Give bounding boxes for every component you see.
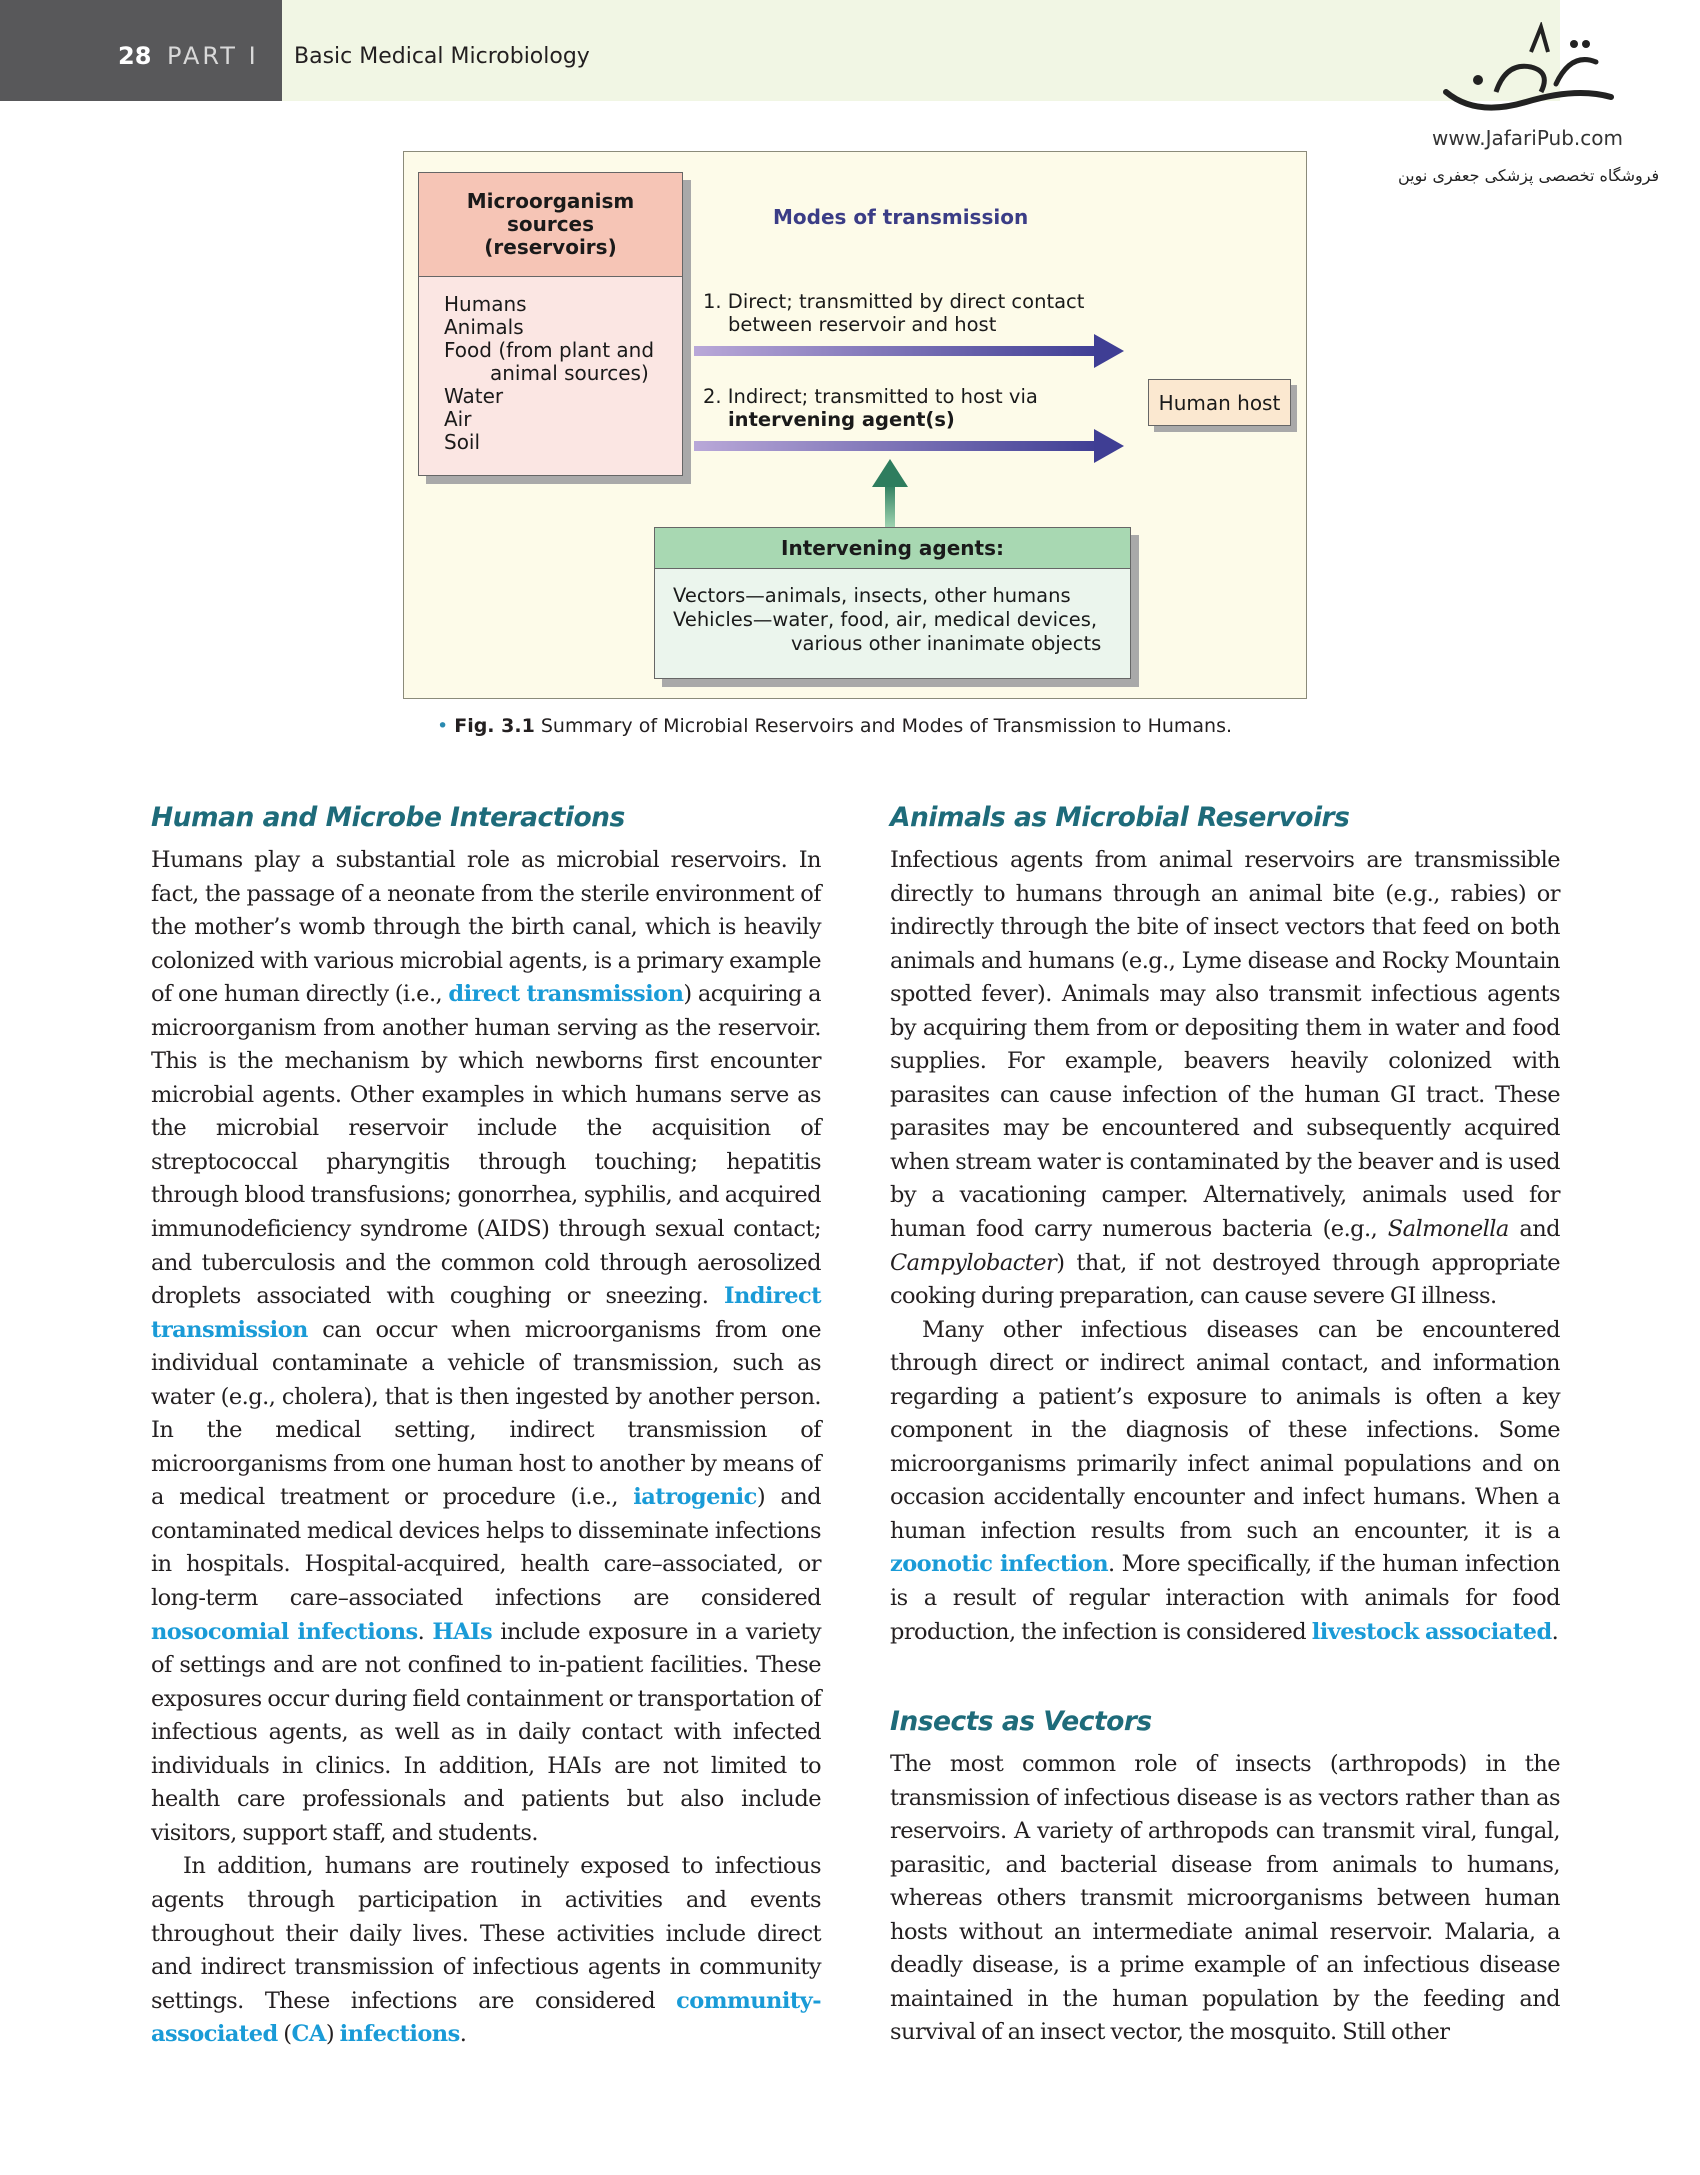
sources-header-line: Microorganism [466, 189, 635, 213]
key-term: infections [339, 2021, 460, 2048]
text-run: ( [277, 2021, 292, 2048]
agent-item: Vectors—animals, insects, other humans [673, 584, 1071, 607]
transmission-figure [403, 151, 1307, 699]
text-run: Many other infectious diseases can be encountered through direct or indirect animal contact, and information regarding a patient’s exposure to animals is often a key component in the diagnosis of these infections. Some microorganisms primarily infect animal populations and on occasion accidentally encounter and infect humans. When a human infection results from such an encounter, it is a [890, 1316, 1560, 1544]
watermark-tagline: فروشگاه تخصصی پزشکی جعفری نوین [1398, 166, 1660, 185]
direct-arrow [694, 332, 1134, 372]
text-run: ) [325, 2021, 340, 2048]
modes-title: Modes of transmission [773, 205, 1029, 229]
figure-caption [437, 715, 1232, 737]
text-run: Humans play a substantial role as microbial reservoirs. In fact, the passage of a neonate from the sterile environment of the mother’s womb through the birth canal, which is heavily colonized with various microbial agents, is a primary example of one human directly (i.e., [151, 847, 821, 1008]
paragraph [890, 1748, 1560, 2050]
indirect-arrow [694, 427, 1134, 467]
key-term: HAIs [432, 1618, 493, 1645]
intervening-agents-box [654, 527, 1131, 679]
intervening-agents-header: Intervening agents: [655, 528, 1130, 569]
paragraph [151, 844, 821, 1850]
text-run: . [417, 1618, 433, 1645]
bullet-icon: • [437, 715, 449, 737]
heading-human-microbe: Human and Microbe Interactions [151, 802, 625, 833]
agents-up-arrow [870, 459, 910, 527]
calligraphy-logo-icon [1436, 22, 1626, 122]
agent-item: Vehicles—water, food, air, medical devices, [673, 608, 1098, 631]
sources-box [418, 172, 683, 476]
heading-insects-vectors: Insects as Vectors [890, 1706, 1152, 1737]
part-label: PART I [167, 42, 259, 70]
mode-line: between reservoir and host [728, 313, 997, 336]
text-run: Infectious agents from animal reservoirs are transmissible directly to humans through an animal bite (e.g., rabies) or indirectly through the bite of insect vectors that feed on both animals and humans (e.g., Lyme disease and Rocky Mountain spotted fever). Animals may also transmit infectious agents by acquiring them from or depositing them in water and food supplies. For example, beavers heavily colonized with parasites can cause infection of the human GI tract. These parasites may be encountered and subsequently acquired when stream water is contaminated by the beaver and is used by a vacationing camper. Alternatively, animals used for human food carry numerous bacteria (e.g., [890, 847, 1560, 1243]
agent-item: various other inanimate objects [791, 632, 1102, 655]
sources-header-line: (reservoirs) [484, 235, 617, 259]
key-term: community-associated [151, 1987, 821, 2048]
key-term: CA [291, 2021, 326, 2048]
source-item: Food (from plant and [444, 338, 655, 362]
intervening-agents-list [673, 584, 1101, 656]
italic-term: Campylobacter [890, 1249, 1057, 1276]
text-run: The most common role of insects (arthropods) in the transmission of infectious disease is as vectors rather than as reservoirs. A variety of arthropods can transmit viral, fungal, parasitic, and bacterial disease from animals to humans, whereas others transmit microorganisms between human hosts without an intermediate animal reservoir. Malaria, a deadly disease, is a prime example of an infectious disease maintained in the human population by the feeding and survival of an insect vector, the mosquito. Still other [890, 1751, 1560, 2046]
column-left [151, 844, 821, 2052]
human-host-box: Human host [1148, 379, 1291, 426]
book-title: Basic Medical Microbiology [294, 44, 590, 69]
column-right-lower [890, 1748, 1560, 2050]
source-item: Water [444, 384, 504, 408]
text-run: include exposure in a variety of settings and are not confined to in-patient facilities. These exposures occur during field containment or transportation of infectious agents, as well as in daily contact with infected individuals in clinics. In addition, HAIs are not limited to health care professionals and patients but also include visitors, support staff, and students. [151, 1618, 821, 1846]
text-run: . [459, 2021, 467, 2048]
paragraph [890, 844, 1560, 1314]
text-run: can occur when microorganisms from one individual contaminate a vehicle of transmission, such as water (e.g., cholera), that is then ingested by another person. In the medical setting, indirect transmission of microorganisms from one human host to another by means of a medical treatment or procedure (i.e., [151, 1316, 821, 1511]
mode-direct-label [703, 290, 1084, 336]
source-item: Air [444, 407, 472, 431]
watermark-url: www.JafariPub.com [1432, 126, 1623, 150]
text-run: ) and contaminated medical devices helps to disseminate infections in hospitals. Hospital-acquired, health care–associated, or long-term care–associated infections are considered [151, 1484, 821, 1612]
text-run: and [1508, 1216, 1560, 1243]
source-item: Soil [444, 430, 481, 454]
text-run: ) acquiring a microorganism from another human serving as the reservoir. This is the mechanism by which newborns first encounter microbial agents. Other examples in which humans serve as the microbial reservoir include the acquisition of streptococcal pharyngitis through touching; hepatitis through blood transfusions; gonorrhea, syphilis, and acquired immunodeficiency syndrome (AIDS) through sexual contact; and tuberculosis and the common cold through aerosolized droplets associated with coughing or sneezing. [151, 981, 821, 1310]
source-item: Humans [444, 292, 527, 316]
key-term: direct transmission [448, 981, 684, 1008]
heading-animals-reservoirs: Animals as Microbial Reservoirs [890, 802, 1350, 833]
sources-list [444, 293, 654, 454]
paragraph [151, 1850, 821, 2051]
key-term: livestock associated [1311, 1618, 1552, 1645]
sources-header-line: sources [506, 212, 595, 236]
text-run: ) that, if not destroyed through appropriate cooking during preparation, can cause severe GI illness. [890, 1249, 1560, 1310]
mode-line: intervening agent(s) [728, 408, 955, 431]
mode-line: 1. Direct; transmitted by direct contact [703, 290, 1085, 313]
key-term: Indirect transmission [151, 1283, 821, 1343]
column-right [890, 844, 1560, 1649]
caption-label: Fig. 3.1 [454, 715, 535, 737]
page-number-tab [0, 0, 282, 101]
italic-term: Salmonella [1387, 1216, 1509, 1243]
page-number: 28 [118, 42, 152, 70]
text-run: . More specifically, if the human infection is a result of regular interaction with animals for food production, the infection is considered [890, 1551, 1560, 1645]
publisher-logo [1424, 22, 1634, 142]
key-term: nosocomial infections [151, 1618, 418, 1645]
key-term: iatrogenic [633, 1484, 757, 1511]
source-item: Animals [444, 315, 524, 339]
sources-header [419, 173, 682, 277]
key-term: zoonotic infection [890, 1551, 1109, 1578]
mode-line: 2. Indirect; transmitted to host via [703, 385, 1038, 408]
source-item: animal sources) [490, 361, 649, 385]
text-run: In addition, humans are routinely exposed to infectious agents through participation in activities and events throughout their daily lives. These activities include direct and indirect transmission of infectious agents in community settings. These infections are considered [151, 1853, 821, 2014]
paragraph [890, 1314, 1560, 1649]
text-run: . [1551, 1618, 1559, 1645]
mode-indirect-label [703, 385, 1038, 431]
caption-text: Summary of Microbial Reservoirs and Modes of Transmission to Humans. [540, 715, 1233, 737]
